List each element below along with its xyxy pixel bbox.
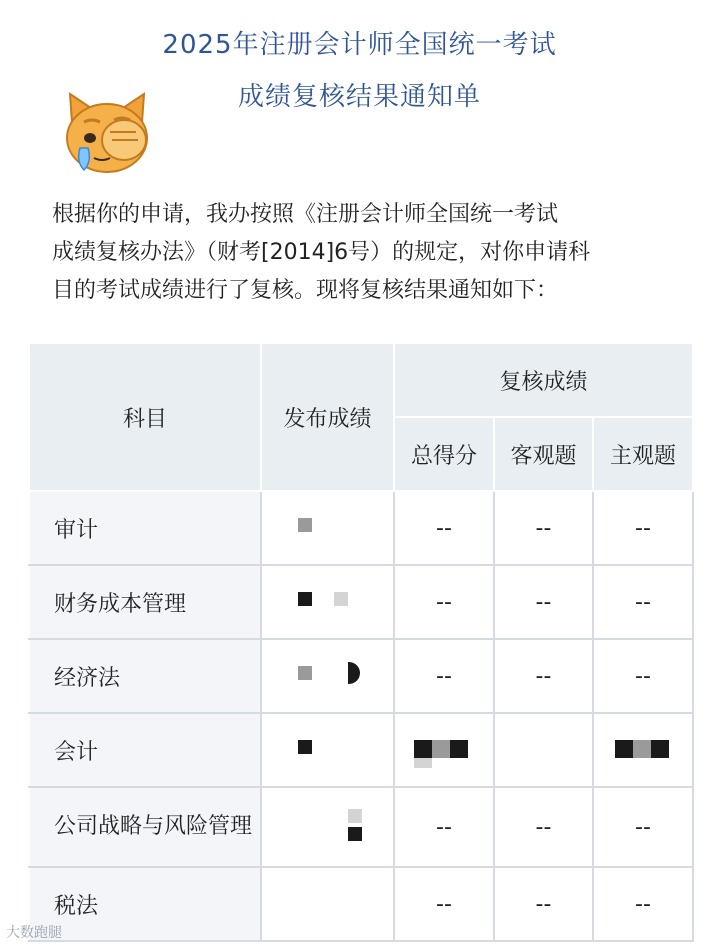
published-score-masked	[261, 491, 394, 565]
table-row	[29, 565, 693, 639]
published-score-masked	[261, 565, 394, 639]
total-score-cell: --	[394, 787, 494, 867]
subjective-score-cell: --	[593, 867, 693, 941]
subject-cell: 财务成本管理	[29, 565, 261, 639]
subject-cell: 税法	[29, 867, 261, 941]
published-score-masked	[261, 639, 394, 713]
published-score-masked	[261, 713, 394, 787]
table-row	[29, 713, 693, 787]
header-objective: 客观题	[494, 417, 593, 491]
header-review-score: 复核成绩	[394, 343, 693, 417]
objective-score-cell: --	[494, 491, 593, 565]
subjective-score-cell: --	[593, 565, 693, 639]
total-score-cell: --	[394, 639, 494, 713]
subject-cell: 经济法	[29, 639, 261, 713]
header-subjective: 主观题	[593, 417, 693, 491]
table-row	[29, 639, 693, 713]
objective-score-cell: --	[494, 565, 593, 639]
subjective-score-cell: --	[593, 639, 693, 713]
subjective-score-masked	[593, 713, 693, 787]
subject-cell: 会计	[29, 713, 261, 787]
table-row	[29, 491, 693, 565]
objective-score-cell: --	[494, 639, 593, 713]
published-score-masked	[261, 867, 394, 941]
watermark: 大数跑腿	[6, 925, 62, 941]
intro-line: 根据你的申请，我办按照《注册会计师全国统一考试	[52, 202, 559, 227]
total-score-cell: --	[394, 565, 494, 639]
objective-score-cell: --	[494, 787, 593, 867]
intro-line: 目的考试成绩进行了复核。现将复核结果通知如下：	[52, 278, 559, 303]
total-score-cell: --	[394, 491, 494, 565]
objective-score-cell	[494, 713, 593, 787]
score-review-table	[28, 342, 694, 942]
subject-cell: 公司战略与风险管理	[29, 787, 261, 867]
notice-subtitle: 成绩复核结果通知单	[237, 82, 481, 112]
crying-cat-sticker-icon	[62, 92, 152, 176]
intro-paragraph	[52, 196, 682, 310]
subjective-score-cell: --	[593, 787, 693, 867]
table-row	[29, 787, 693, 867]
total-score-cell: --	[394, 867, 494, 941]
total-score-masked	[394, 713, 494, 787]
header-total-score: 总得分	[394, 417, 494, 491]
table-row	[29, 867, 693, 941]
subject-cell: 审计	[29, 491, 261, 565]
header-published-score: 发布成绩	[261, 343, 394, 491]
published-score-masked	[261, 787, 394, 867]
header-subject: 科目	[29, 343, 261, 491]
subjective-score-cell: --	[593, 491, 693, 565]
notice-title: 2025年注册会计师全国统一考试	[162, 30, 557, 60]
intro-line: 成绩复核办法》（财考[2014]6号）的规定，对你申请科	[52, 240, 591, 265]
objective-score-cell: --	[494, 867, 593, 941]
